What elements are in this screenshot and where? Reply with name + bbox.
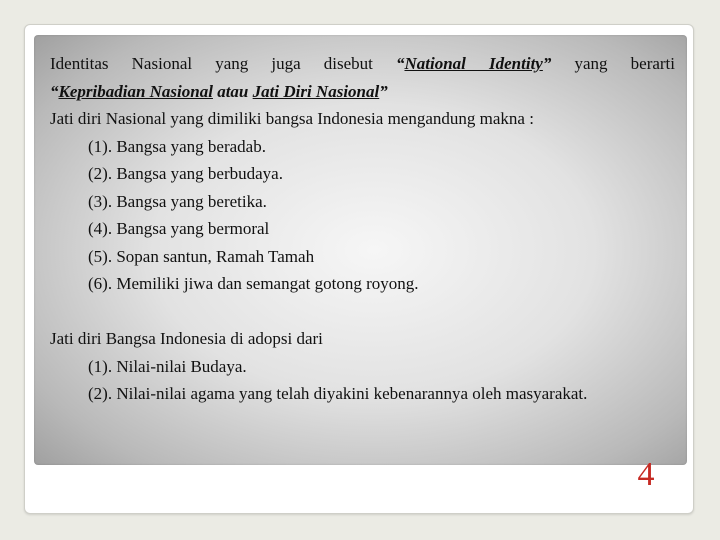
term-identity: Identity bbox=[489, 54, 543, 73]
paragraph-gap bbox=[50, 298, 675, 326]
quote-open: “ bbox=[50, 81, 59, 101]
definition-line-2 bbox=[50, 78, 675, 106]
term-jati-diri-nasional: Jati Diri Nasional bbox=[252, 81, 380, 101]
list-item: (5). Sopan santun, Ramah Tamah bbox=[88, 246, 315, 266]
list-item: (1). Bangsa yang beradab. bbox=[88, 136, 266, 156]
definition-line-1 bbox=[50, 50, 675, 78]
conjunction-atau: atau bbox=[212, 81, 253, 101]
term-national: National bbox=[404, 54, 490, 73]
list-item: (3). Bangsa yang beretika. bbox=[88, 191, 267, 211]
meaning-intro: Jati diri Nasional yang dimiliki bangsa Indonesia mengandung makna : bbox=[50, 109, 534, 128]
definition-text-tail: yang berarti bbox=[551, 54, 676, 73]
list-item: (6). Memiliki jiwa dan semangat gotong royong. bbox=[88, 274, 419, 293]
term-kepribadian-nasional: Kepribadian Nasional bbox=[58, 81, 213, 101]
slide-number: 4 bbox=[637, 456, 655, 493]
slide-text bbox=[50, 50, 675, 408]
adoption-intro: Jati diri Bangsa Indonesia di adopsi dari bbox=[50, 329, 323, 348]
list-item: (2). Nilai-nilai agama yang telah diyakini kebenarannya oleh masyarakat. bbox=[88, 384, 588, 403]
list-item: (1). Nilai-nilai Budaya. bbox=[88, 356, 247, 376]
quote-close: ” bbox=[542, 54, 552, 73]
list-item: (4). Bangsa yang bermoral bbox=[88, 219, 270, 238]
definition-text: Identitas Nasional yang juga disebut bbox=[50, 54, 396, 73]
list-item: (2). Bangsa yang berbudaya. bbox=[88, 164, 283, 183]
quote-close: ” bbox=[379, 81, 388, 101]
quote-open: “ bbox=[395, 54, 405, 73]
